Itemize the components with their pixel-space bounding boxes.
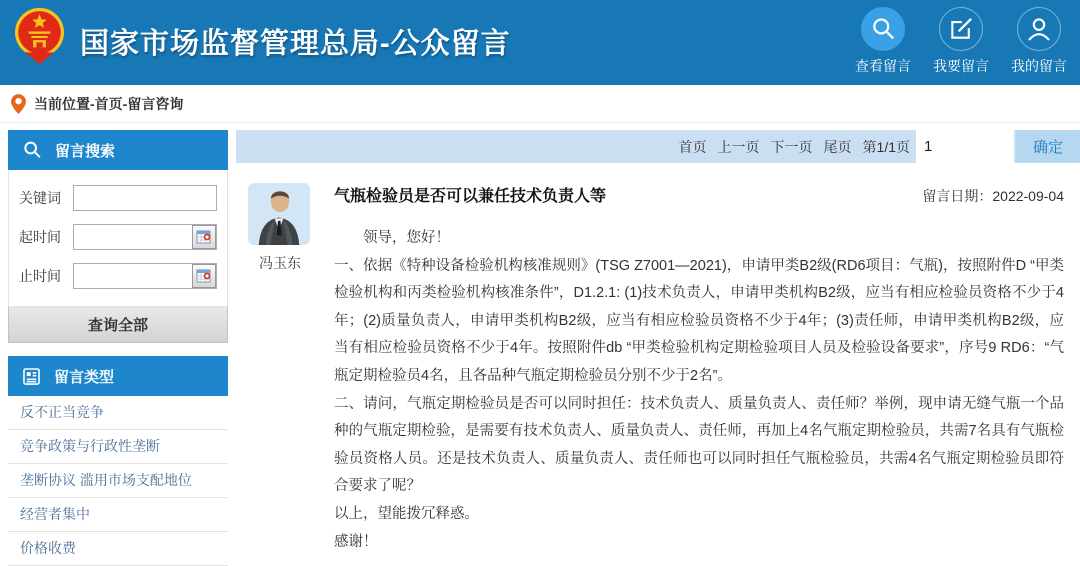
location-pin-icon <box>10 93 27 115</box>
pagination-first[interactable]: 首页 <box>678 138 707 155</box>
end-time-row <box>19 263 217 289</box>
pagination-last[interactable]: 尾页 <box>823 138 852 155</box>
start-time-row <box>19 224 217 250</box>
search-panel-title: 留言搜索 <box>55 142 116 160</box>
breadcrumb <box>0 85 1080 123</box>
keyword-label: 关键词 <box>19 190 61 206</box>
page-number-input[interactable] <box>916 130 1014 163</box>
nav-post-message[interactable] <box>922 5 1000 76</box>
message-paragraph: 一、依据《特种设备检验机构核准规则》(TSG Z7001—2021)，申请甲类B2级(RD6项目：气瓶)，按照附件D “甲类检验机构和丙类检验机构核准条件”，D1.2.1: (1)技术负责人，申请甲类机构B2级，应当有相应检验员资格不少于4年；(2)质量负责人，申请甲类机构B2级，应当有相应检验员资格不少于4年；(3)责任师，申请甲类机构B2级，应当有相应检验员资格不少于4年。按照附件db “甲类检验机构定期检验项目人员及检验设备要求”，序号9 RD6：“气瓶定期检验员4名，且各品种气瓶定期检验员分别不少于2名”。 <box>334 257 1064 384</box>
pagination-next[interactable]: 下一页 <box>770 138 813 155</box>
message-paragraph: 以上，望能拨冗释惑。 <box>334 505 479 522</box>
nav-view-messages[interactable] <box>844 5 922 76</box>
search-icon <box>22 140 42 160</box>
message-card <box>236 163 1080 556</box>
calendar-icon <box>196 268 212 284</box>
national-emblem-icon <box>12 7 67 65</box>
main-content <box>236 130 1080 556</box>
page-title: 国家市场监督管理总局-公众留言 <box>80 28 511 60</box>
pagination-page-info: 第1/1页 <box>862 138 910 155</box>
user-icon <box>1017 7 1061 51</box>
message-paragraph: 领导，您好！ <box>334 230 450 246</box>
search-icon <box>861 7 905 51</box>
category-item[interactable]: 反不正当竞争 <box>8 396 228 430</box>
app-header <box>0 0 1080 85</box>
end-time-calendar-button[interactable] <box>192 264 216 288</box>
nav-my-messages[interactable] <box>1000 5 1078 76</box>
message-paragraph: 感谢！ <box>334 533 378 550</box>
pagination-bar <box>236 130 1080 163</box>
author-column <box>248 183 312 556</box>
message-title-row <box>334 183 1064 206</box>
compose-icon <box>939 7 983 51</box>
query-all-button[interactable]: 查询全部 <box>8 307 228 343</box>
category-item[interactable]: 垄断协议 滥用市场支配地位 <box>8 464 228 498</box>
start-time-calendar-button[interactable] <box>192 225 216 249</box>
category-panel <box>8 356 228 566</box>
category-list <box>8 396 228 566</box>
sidebar <box>8 130 228 566</box>
breadcrumb-text: 当前位置-首页-留言咨询 <box>34 95 184 112</box>
nav-label: 查看留言 <box>855 58 911 74</box>
list-icon <box>22 367 41 386</box>
author-name: 冯玉东 <box>259 255 301 271</box>
message-title: 气瓶检验员是否可以兼任技术负责人等 <box>334 188 607 205</box>
search-form <box>8 170 228 307</box>
keyword-row <box>19 185 217 211</box>
category-item[interactable]: 竞争政策与行政性垄断 <box>8 430 228 464</box>
category-item[interactable]: 经营者集中 <box>8 498 228 532</box>
message-content <box>334 183 1064 556</box>
nav-label: 我要留言 <box>933 58 989 74</box>
keyword-input[interactable] <box>73 185 217 211</box>
search-panel-header <box>8 130 228 170</box>
category-panel-title: 留言类型 <box>54 368 115 386</box>
pagination-confirm-button[interactable]: 确定 <box>1016 130 1080 163</box>
pagination-prev[interactable]: 上一页 <box>717 138 760 155</box>
nav-label: 我的留言 <box>1011 58 1067 74</box>
calendar-icon <box>196 229 212 245</box>
category-panel-header <box>8 356 228 396</box>
message-paragraph: 二、请问，气瓶定期检验员是否可以同时担任：技术负责人、质量负责人、责任师？举例，现申请无缝气瓶一个品种的气瓶定期检验，是需要有技术负责人、质量负责人、责任师，再加上4名气瓶定期检验员，共需7名具有气瓶检验员资格人员。还是技术负责人、质量负责人、责任师也可以同时担任气瓶检验员，共需4名气瓶定期检验员即符合要求了呢？ <box>334 395 1064 495</box>
message-date: 留言日期：2022-09-04 <box>922 188 1064 204</box>
start-time-label: 起时间 <box>19 229 61 245</box>
avatar <box>248 183 310 245</box>
end-time-label: 止时间 <box>19 268 61 284</box>
header-nav <box>844 5 1078 76</box>
category-item[interactable]: 价格收费 <box>8 532 228 566</box>
